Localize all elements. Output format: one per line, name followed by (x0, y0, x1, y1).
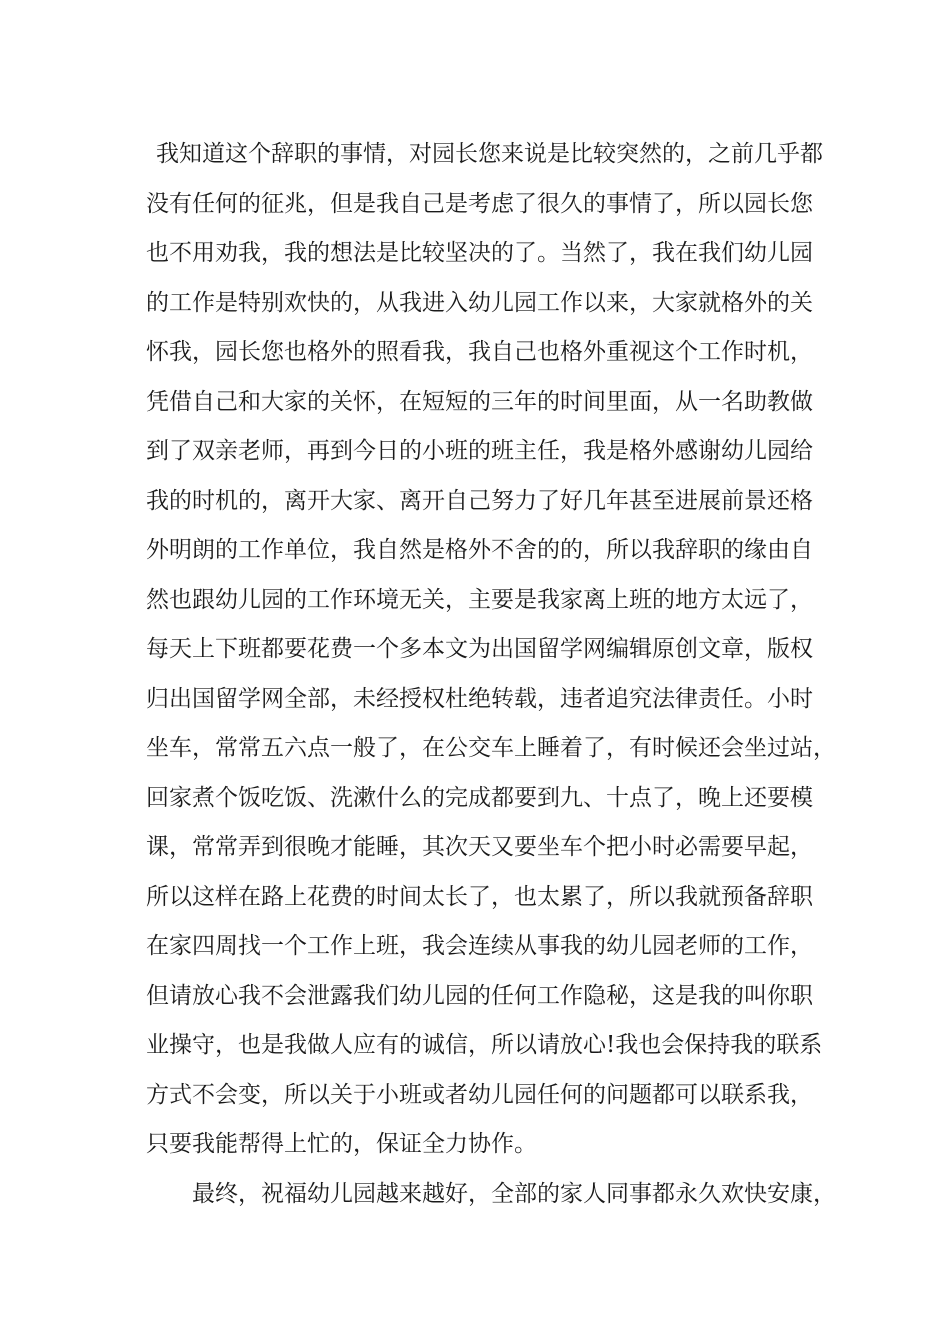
paragraph-line: 在家四周找一个工作上班，我会连续从事我的幼儿园老师的工作， (146, 933, 813, 959)
paragraph-line: 每天上下班都要花费一个多本文为出国留学网编辑原创文章，版权 (146, 636, 813, 662)
paragraph-line: 但请放心我不会泄露我们幼儿园的任何工作隐秘，这是我的叫你职 (146, 982, 813, 1009)
paragraph-line: 我的时机的，离开大家、离开自己努力了好几年甚至进展前景还格 (146, 487, 813, 514)
paragraph-line: 外明朗的工作单位，我自然是格外不舍的的，所以我辞职的缘由自 (146, 537, 813, 563)
paragraph-line: 归出国留学网全部，未经授权杜绝转载，违者追究法律责任。小时 (146, 685, 813, 712)
paragraph-line: 课，常常弄到很晚才能睡，其次天又要坐车个把小时必需要早起， (146, 834, 813, 860)
paragraph-line: 没有任何的征兆，但是我自己是考虑了很久的事情了，所以园长您 (146, 190, 813, 217)
paragraph-line: 回家煮个饭吃饭、洗漱什么的完成都要到九、十点了，晚上还要模 (146, 784, 813, 811)
paragraph-line: 只要我能帮得上忙的，保证全力协作。 (146, 1131, 537, 1157)
paragraph-line: 方式不会变，所以关于小班或者幼儿园任何的问题都可以联系我， (146, 1081, 813, 1108)
paragraph-line: 也不用劝我，我的想法是比较坚决的了。当然了，我在我们幼儿园 (146, 240, 813, 266)
paragraph-line: 的工作是特别欢快的，从我进入幼儿园工作以来，大家就格外的关 (146, 289, 813, 316)
letter-body (146, 130, 846, 1219)
paragraph-line: 然也跟幼儿园的工作环境无关，主要是我家离上班的地方太远了， (146, 586, 813, 613)
paragraph-line: 坐车，常常五六点一般了，在公交车上睡着了，有时候还会坐过站， (146, 735, 836, 761)
paragraph-line: 怀我，园长您也格外的照看我，我自己也格外重视这个工作时机， (146, 339, 813, 365)
paragraph-line: 最终，祝福幼儿园越来越好，全部的家人同事都永久欢快安康， (192, 1180, 836, 1207)
paragraph-line: 我知道这个辞职的事情，对园长您来说是比较突然的，之前几乎都 (156, 141, 823, 167)
paragraph-line: 所以这样在路上花费的时间太长了，也太累了，所以我就预备辞职 (146, 883, 813, 910)
paragraph-line: 凭借自己和大家的关怀，在短短的三年的时间里面，从一名助教做 (146, 388, 813, 415)
paragraph-line: 到了双亲老师，再到今日的小班的班主任，我是格外感谢幼儿园给 (146, 438, 813, 464)
paragraph-line: 业操守，也是我做人应有的诚信，所以请放心!我也会保持我的联系 (146, 1032, 823, 1058)
